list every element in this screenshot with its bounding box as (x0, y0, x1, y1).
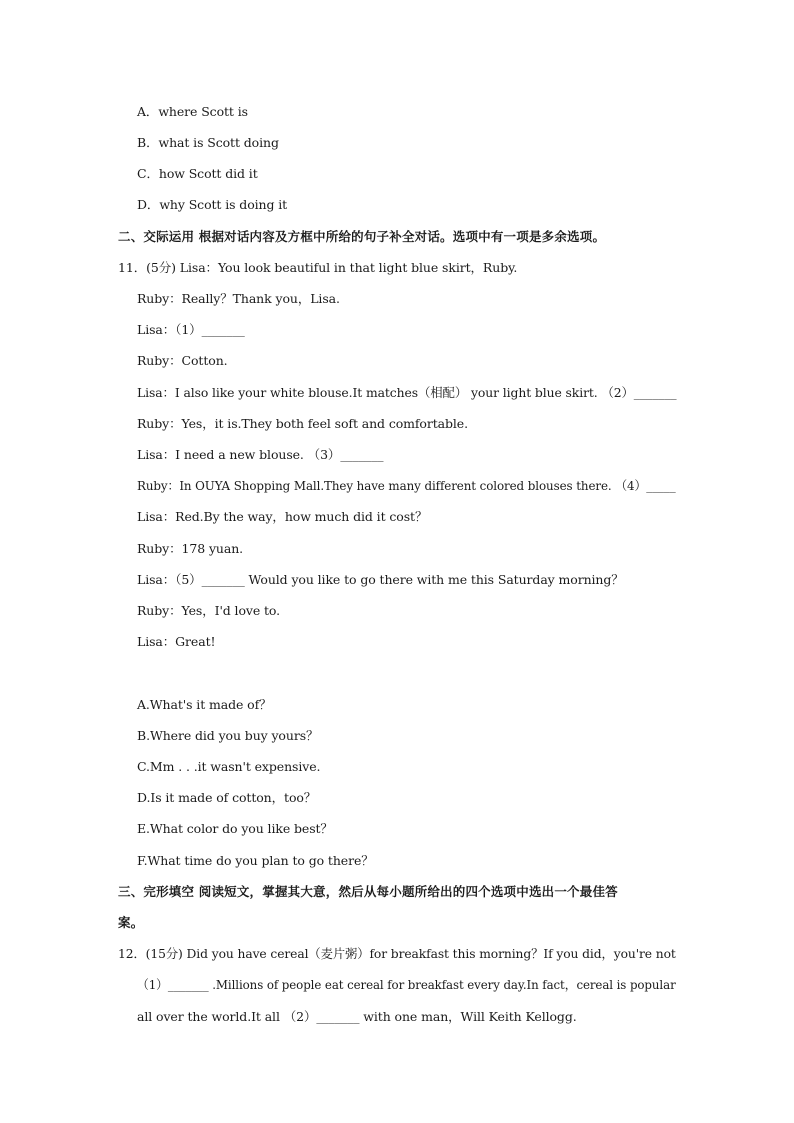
q11-dialogue-line: Ruby：Really？Thank you，Lisa. (137, 291, 340, 306)
q10-option-d: D．why Scott is doing it (137, 197, 288, 212)
q11-dialogue-line: Ruby：Cotton. (137, 353, 228, 368)
q11-choice-a: A.What's it made of？ (137, 697, 272, 712)
q11-dialogue-line: Lisa：（1）_______ (137, 322, 245, 337)
q11-dialogue-line: Lisa：I also like your white blouse.It matches（相配） your light blue skirt. （2）_______ (137, 385, 677, 400)
q11-intro: 11．(5分) Lisa：You look beautiful in that light blue skirt，Ruby. (118, 260, 518, 275)
q11-choice-d: D.Is it made of cotton，too？ (137, 790, 317, 805)
q11-dialogue-line: Ruby：178 yuan. (137, 541, 244, 556)
q11-dialogue-line: Lisa：I need a new blouse. （3）_______ (137, 447, 384, 462)
q11-dialogue-line: Ruby：Yes，it is.They both feel soft and comfortable. (137, 416, 468, 431)
q12-text-line: 12．(15分) Did you have cereal（麦片粥）for breakfast this morning？If you did，you're not (118, 946, 676, 961)
q11-choice-c: C.Mm . . .it wasn't expensive. (137, 759, 321, 774)
section2-heading: 二、交际运用 根据对话内容及方框中所给的句子补全对话。选项中有一项是多余选项。 (118, 229, 606, 244)
q11-dialogue-line: Ruby：Yes，I'd love to. (137, 603, 281, 618)
q11-dialogue-line: Lisa：Great! (137, 634, 216, 649)
q11-dialogue-line: Ruby：In OUYA Shopping Mall.They have many different colored blouses there. （4）_____ (137, 478, 676, 493)
q12-text-line: all over the world.It all （2）_______ with one man，Will Keith Kellogg. (137, 1009, 577, 1024)
q11-choice-e: E.What color do you like best？ (137, 821, 333, 836)
q10-option-b: B．what is Scott doing (137, 135, 279, 150)
q11-dialogue-line: Lisa：（5）_______ Would you like to go there with me this Saturday morning？ (137, 572, 624, 587)
q10-option-c: C．how Scott did it (137, 166, 258, 181)
q11-choice-b: B.Where did you buy yours？ (137, 728, 319, 743)
q11-choice-f: F.What time do you plan to go there？ (137, 853, 374, 868)
q10-option-a: A．where Scott is (137, 104, 248, 119)
q12-text-line: （1）_______ .Millions of people eat cereal for breakfast every day.In fact，cereal is popular (137, 977, 676, 992)
q11-dialogue-line: Lisa：Red.By the way，how much did it cost？ (137, 509, 428, 524)
section3-heading: 三、完形填空 阅读短文，掌握其大意，然后从每小题所给出的四个选项中选出一个最佳答 (118, 884, 618, 899)
section3-heading-cont: 案。 (118, 915, 144, 930)
